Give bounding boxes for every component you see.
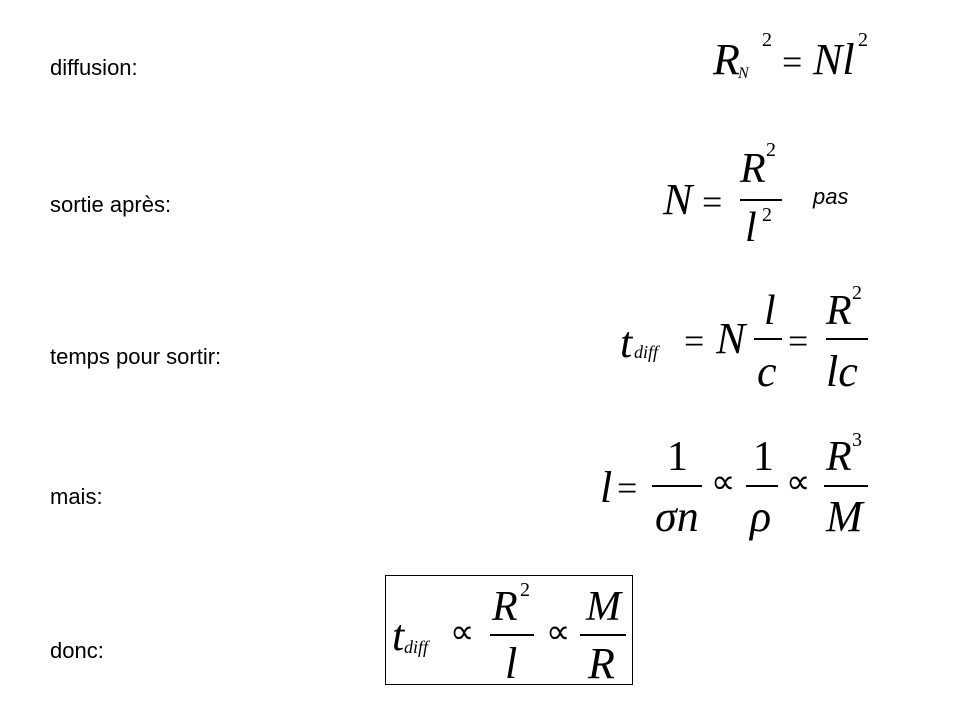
- eq5-M: M: [586, 584, 621, 630]
- eq4-sigma-n: σn: [655, 492, 699, 541]
- eq5-fraction-bar-2: [580, 634, 626, 636]
- label-donc: donc:: [50, 638, 104, 663]
- eq3-R: R: [826, 288, 852, 334]
- eq4-numerator-1: 1: [667, 434, 688, 480]
- eq5-l: l: [505, 639, 518, 688]
- eq1-exponent-2: 2: [858, 29, 868, 51]
- eq2-exponent-R: 2: [766, 139, 776, 161]
- eq2-l: l: [745, 205, 757, 251]
- eq5-R-denominator: R: [588, 639, 615, 688]
- eq3-lc: lc: [826, 347, 858, 396]
- eq2-fraction-bar: [740, 199, 782, 201]
- eq4-R: R: [826, 434, 852, 480]
- eq3-c: c: [757, 347, 777, 396]
- eq1-equals: =: [782, 42, 803, 82]
- eq4-fraction-bar-2: [746, 485, 778, 487]
- eq5-exponent: 2: [520, 579, 530, 601]
- eq4-l: l: [600, 463, 613, 512]
- eq3-l: l: [764, 288, 776, 334]
- eq4-M: M: [826, 492, 863, 541]
- eq5-proportional-2: ∝: [546, 614, 571, 651]
- eq1-R: R: [713, 35, 740, 84]
- eq3-equals: =: [684, 321, 705, 361]
- eq3-fraction-bar-2: [826, 338, 868, 340]
- eq1-exponent: 2: [762, 29, 772, 51]
- eq3-exponent: 2: [852, 282, 862, 304]
- eq2-exponent-l: 2: [762, 204, 772, 226]
- eq2-R: R: [740, 146, 766, 192]
- label-temps-pour-sortir: temps pour sortir:: [50, 344, 222, 369]
- eq5-proportional-1: ∝: [450, 614, 475, 651]
- eq4-proportional-2: ∝: [786, 464, 811, 501]
- eq1-Nl: Nl: [813, 35, 855, 84]
- eq4-rho: ρ: [750, 492, 772, 541]
- label-mais: mais:: [50, 484, 103, 509]
- eq4-equals: =: [617, 468, 638, 508]
- eq1-subscript-N: N: [738, 65, 749, 82]
- eq4-fraction-bar-1: [652, 485, 702, 487]
- eq2-unit-pas: pas: [813, 184, 849, 209]
- eq5-subscript-diff: diff: [404, 637, 429, 657]
- eq4-exponent: 3: [852, 429, 862, 451]
- eq4-proportional-1: ∝: [711, 464, 736, 501]
- eq4-fraction-bar-3: [824, 485, 868, 487]
- eq3-fraction-bar-1: [754, 338, 782, 340]
- eq3-equals-2: =: [788, 321, 809, 361]
- eq5-t: t: [392, 611, 405, 660]
- eq4-numerator-2: 1: [753, 434, 774, 480]
- eq5-fraction-bar-1: [490, 634, 534, 636]
- eq3-t: t: [620, 318, 633, 367]
- label-sortie-apres: sortie après:: [50, 192, 172, 217]
- eq3-N: N: [716, 314, 746, 363]
- eq2-equals: =: [702, 182, 723, 222]
- eq5-R: R: [492, 584, 518, 630]
- label-diffusion: diffusion:: [50, 55, 138, 80]
- eq2-N: N: [663, 175, 693, 224]
- eq3-subscript-diff: diff: [634, 342, 659, 362]
